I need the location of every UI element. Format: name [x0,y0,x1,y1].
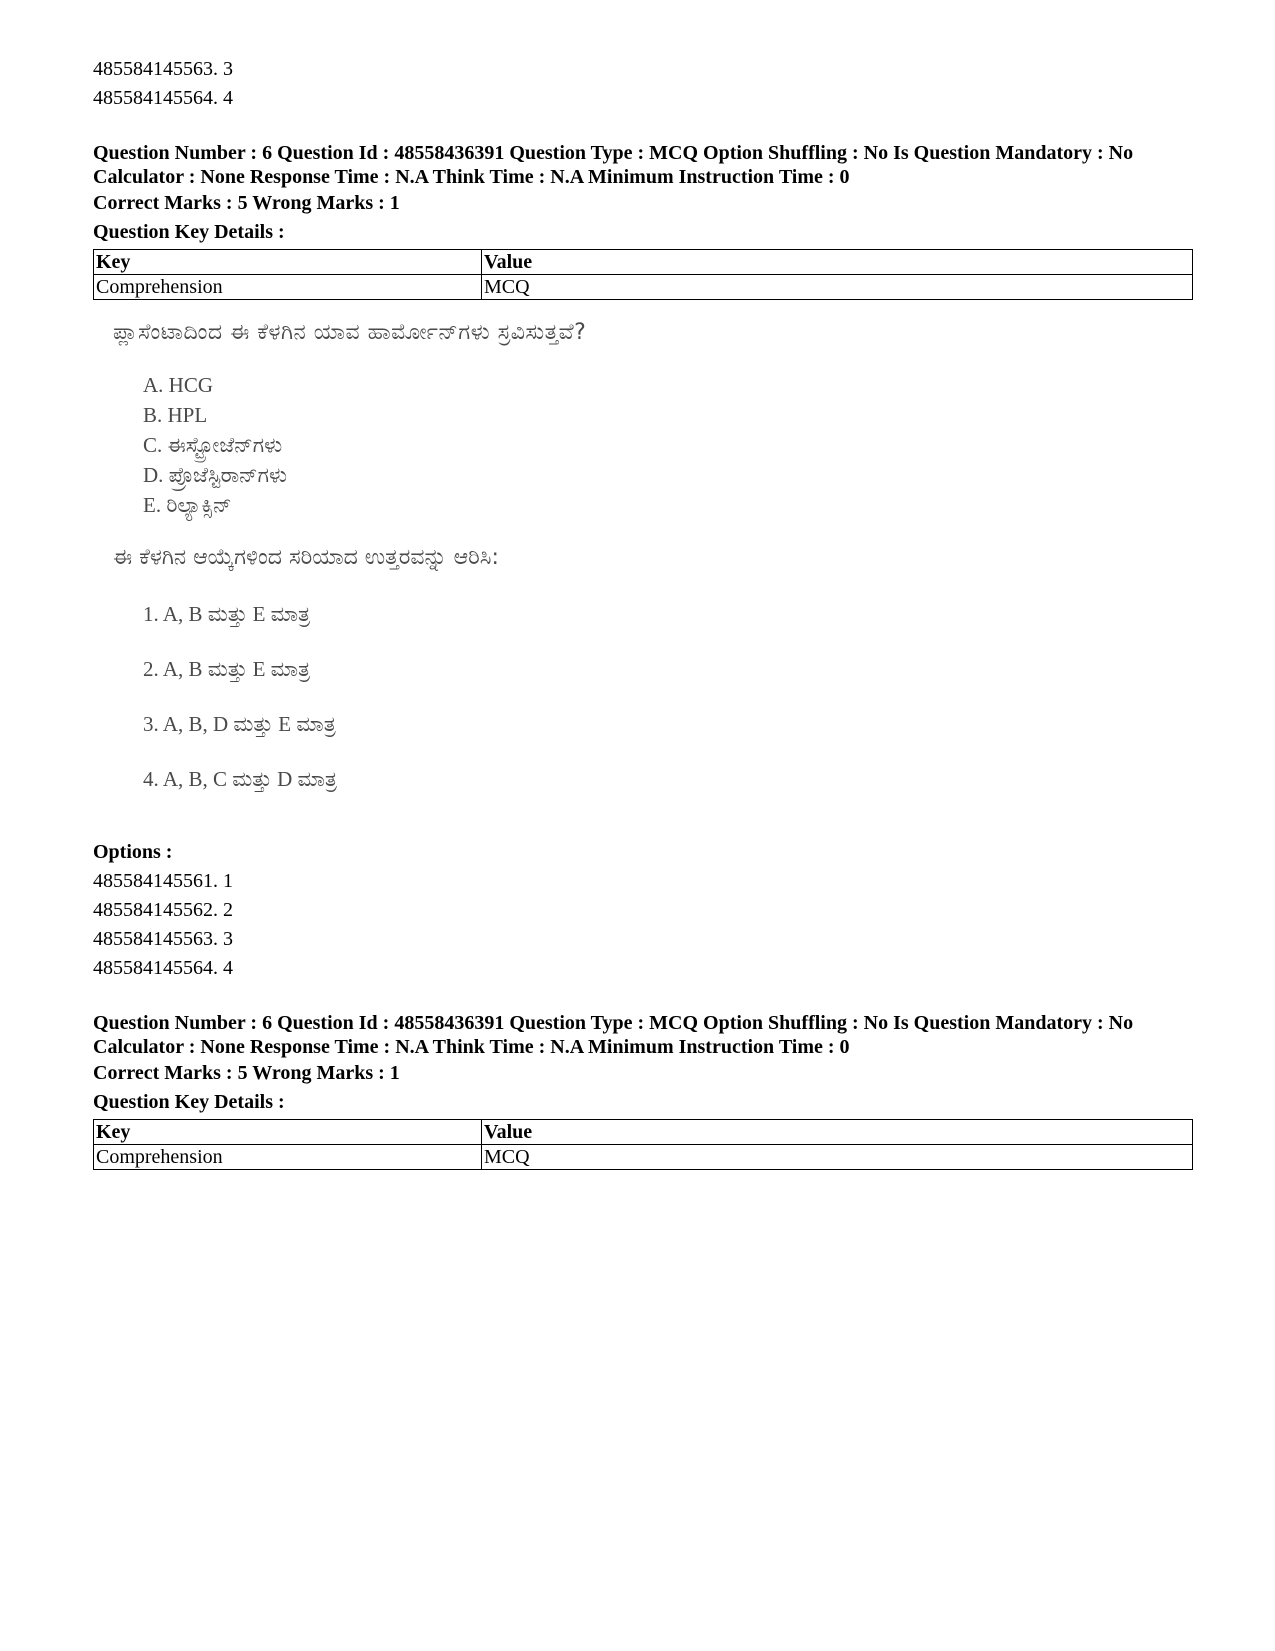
question-item: E. ರಿಲ್ಯಾಕ್ಸಿನ್ [143,493,232,517]
table-header-row [94,1120,1193,1145]
option-line: 485584145562. 2 [93,899,233,921]
options-label: Options : [93,841,173,863]
key-details-table [93,249,1193,300]
answer-choice: 2. A, B ಮತ್ತು E ಮಾತ್ರ [143,657,311,681]
table-header-value: Value [482,1120,1193,1145]
question-meta-line-1: Question Number : 6 Question Id : 48558436391 Question Type : MCQ Option Shuffling : No Is Question Mandatory : No [93,142,1134,164]
question-item: C. ಈಸ್ಟ್ರೋಜೆನ್‌ಗಳು [143,433,283,457]
question-meta-line-2: Calculator : None Response Time : N.A Think Time : N.A Minimum Instruction Time : 0 [93,1036,850,1058]
table-row [94,275,1193,300]
option-line: 485584145561. 1 [93,870,233,892]
option-line: 485584145564. 4 [93,87,233,109]
document-page [93,55,1193,1170]
table-row [94,1145,1193,1170]
table-cell-key: Comprehension [94,275,482,300]
question-meta-line-1: Question Number : 6 Question Id : 48558436391 Question Type : MCQ Option Shuffling : No Is Question Mandatory : No [93,1012,1134,1034]
table-header-value: Value [482,250,1193,275]
key-details-table [93,1119,1193,1170]
key-details-label: Question Key Details : [93,221,285,243]
table-header-key: Key [94,250,482,275]
question-header-block [93,141,1193,300]
table-cell-value: MCQ [482,275,1193,300]
question-item: B. HPL [143,403,208,427]
answer-choice: 1. A, B ಮತ್ತು E ಮಾತ್ರ [143,602,311,626]
question-item: D. ಪ್ರೊಜೆಸ್ಟಿರಾನ್‌ಗಳು [143,463,288,487]
marks-line: Correct Marks : 5 Wrong Marks : 1 [93,192,400,214]
table-header-key: Key [94,1120,482,1145]
question-text: ಪ್ಲಾಸೆಂಟಾದಿಂದ ಈ ಕೆಳಗಿನ ಯಾವ ಹಾರ್ಮೋನ್‌ಗಳು ಸ್ರವಿಸುತ್ತವೆ? [113,320,587,345]
table-cell-value: MCQ [482,1145,1193,1170]
option-line: 485584145563. 3 [93,928,233,950]
question-header-block [93,1011,1193,1170]
option-line: 485584145563. 3 [93,58,233,80]
question-meta-line-2: Calculator : None Response Time : N.A Think Time : N.A Minimum Instruction Time : 0 [93,166,850,188]
question-item: A. HCG [143,373,214,397]
answer-choice: 4. A, B, C ಮತ್ತು D ಮಾತ್ರ [143,767,337,791]
option-line: 485584145564. 4 [93,957,233,979]
table-header-row [94,250,1193,275]
marks-line: Correct Marks : 5 Wrong Marks : 1 [93,1062,400,1084]
answer-choice: 3. A, B, D ಮತ್ತು E ಮಾತ್ರ [143,712,336,736]
table-cell-key: Comprehension [94,1145,482,1170]
question-items-list [143,370,287,520]
question-image [113,320,833,828]
key-details-label: Question Key Details : [93,1091,285,1113]
question-instruction: ಈ ಕೆಳಗಿನ ಆಯ್ಕೆಗಳಿಂದ ಸರಿಯಾದ ಉತ್ತರವನ್ನು ಆರಿಸಿ: [113,545,499,570]
